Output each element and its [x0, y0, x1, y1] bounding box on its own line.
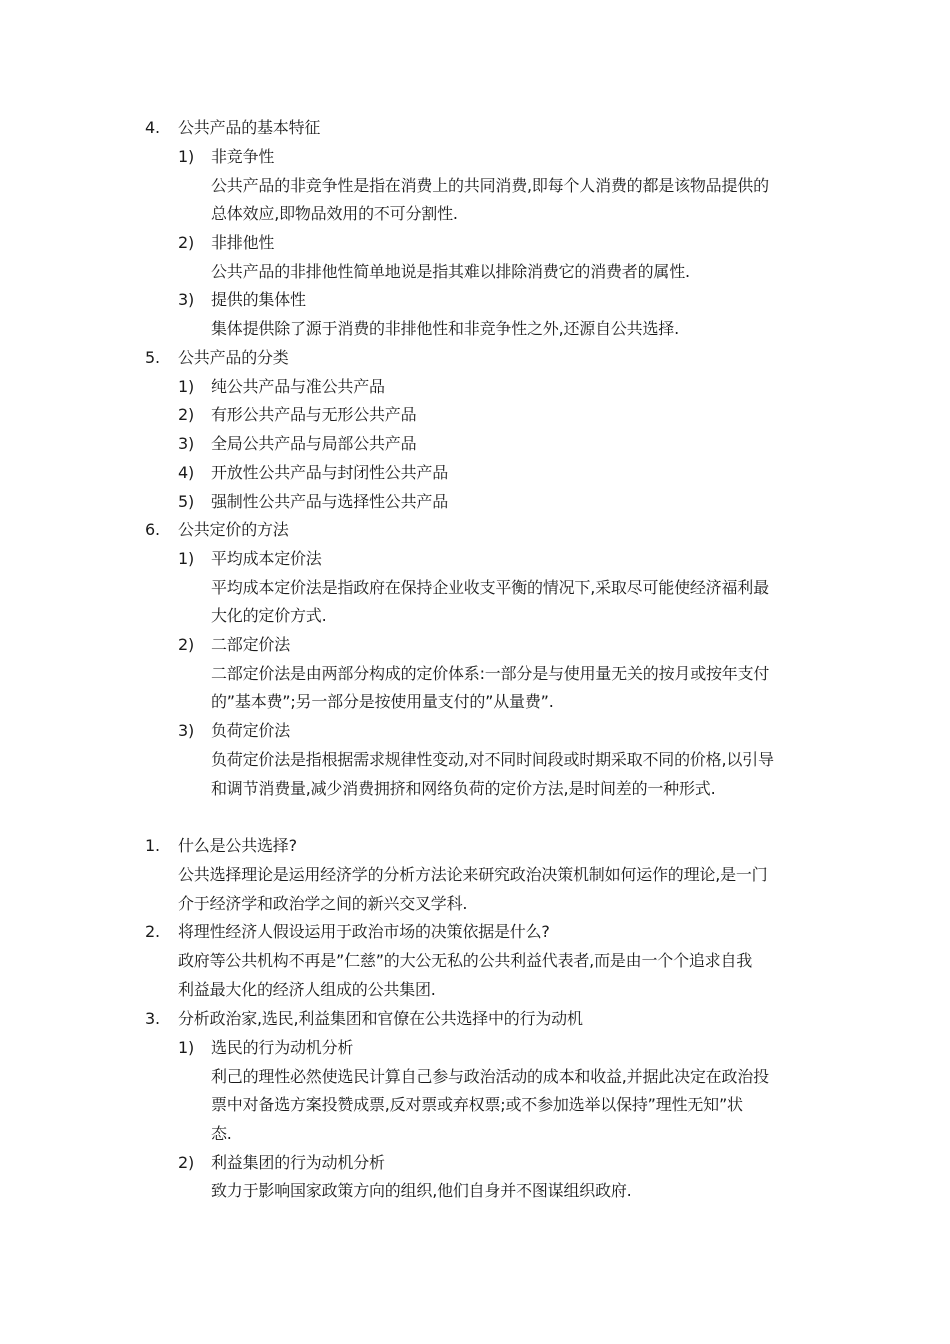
item-title: 有形公共产品与无形公共产品: [211, 405, 417, 424]
item-number: 1): [178, 549, 195, 568]
item-title: 非竞争性: [211, 147, 275, 166]
item-number: 1): [178, 1038, 195, 1057]
item-number: 3): [178, 721, 195, 740]
question-body-line: 政府等公共机构不再是”仁慈”的大公无私的公共利益代表者,而是由一个个追求自我: [178, 951, 753, 970]
item-body-line: 致力于影响国家政策方向的组织,他们自身并不图谋组织政府.: [211, 1181, 632, 1200]
question-number: 3.: [145, 1009, 160, 1028]
item-number: 5): [178, 492, 195, 511]
item-title: 非排他性: [211, 233, 275, 252]
item-number: 3): [178, 434, 195, 453]
item-body-line: 平均成本定价法是指政府在保持企业收支平衡的情况下,采取尽可能使经济福利最: [211, 578, 769, 597]
section-title: 公共定价的方法: [178, 520, 289, 539]
item-title: 负荷定价法: [211, 721, 291, 740]
item-title: 提供的集体性: [211, 290, 306, 309]
item-body-line: 总体效应,即物品效用的不可分割性.: [211, 204, 458, 223]
question-title: 什么是公共选择?: [178, 836, 297, 855]
item-title: 开放性公共产品与封闭性公共产品: [211, 463, 449, 482]
item-body-line: 公共产品的非排他性简单地说是指其难以排除消费它的消费者的属性.: [211, 262, 690, 281]
section-title: 公共产品的基本特征: [178, 118, 321, 137]
item-title: 纯公共产品与准公共产品: [211, 377, 385, 396]
item-title: 利益集团的行为动机分析: [211, 1153, 385, 1172]
question-body-line: 利益最大化的经济人组成的公共集团.: [178, 980, 436, 999]
item-number: 2): [178, 233, 195, 252]
item-number: 4): [178, 463, 195, 482]
item-number: 3): [178, 290, 195, 309]
item-body-line: 和调节消费量,减少消费拥挤和网络负荷的定价方法,是时间差的一种形式.: [211, 779, 716, 798]
item-title: 强制性公共产品与选择性公共产品: [211, 492, 449, 511]
item-body-line: 态.: [211, 1124, 232, 1143]
item-body-line: 利己的理性必然使选民计算自己参与政治活动的成本和收益,并据此决定在政治投: [211, 1067, 769, 1086]
item-title: 全局公共产品与局部公共产品: [211, 434, 417, 453]
item-title: 平均成本定价法: [211, 549, 322, 568]
section-number: 6.: [145, 520, 160, 539]
item-number: 1): [178, 147, 195, 166]
question-title: 将理性经济人假设运用于政治市场的决策依据是什么?: [178, 922, 550, 941]
item-number: 1): [178, 377, 195, 396]
item-title: 选民的行为动机分析: [211, 1038, 354, 1057]
item-title: 二部定价法: [211, 635, 291, 654]
item-body-line: 大化的定价方式.: [211, 606, 327, 625]
question-number: 1.: [145, 836, 160, 855]
section-number: 5.: [145, 348, 160, 367]
question-title: 分析政治家,选民,利益集团和官僚在公共选择中的行为动机: [178, 1009, 583, 1028]
item-number: 2): [178, 405, 195, 424]
item-body-line: 公共产品的非竞争性是指在消费上的共同消费,即每个人消费的都是该物品提供的: [211, 176, 769, 195]
section-title: 公共产品的分类: [178, 348, 289, 367]
item-number: 2): [178, 635, 195, 654]
question-number: 2.: [145, 922, 160, 941]
item-body-line: 的”基本费”;另一部分是按使用量支付的”从量费”.: [211, 692, 554, 711]
item-body-line: 二部定价法是由两部分构成的定价体系:一部分是与使用量无关的按月或按年支付: [211, 664, 770, 683]
question-body-line: 公共选择理论是运用经济学的分析方法论来研究政治决策机制如何运作的理论,是一门: [178, 865, 768, 884]
section-number: 4.: [145, 118, 160, 137]
item-number: 2): [178, 1153, 195, 1172]
item-body-line: 票中对备选方案投赞成票,反对票或弃权票;或不参加选举以保持”理性无知”状: [211, 1095, 743, 1114]
item-body-line: 集体提供除了源于消费的非排他性和非竞争性之外,还源自公共选择.: [211, 319, 679, 338]
question-body-line: 介于经济学和政治学之间的新兴交叉学科.: [178, 894, 468, 913]
item-body-line: 负荷定价法是指根据需求规律性变动,对不同时间段或时期采取不同的价格,以引导: [211, 750, 774, 769]
